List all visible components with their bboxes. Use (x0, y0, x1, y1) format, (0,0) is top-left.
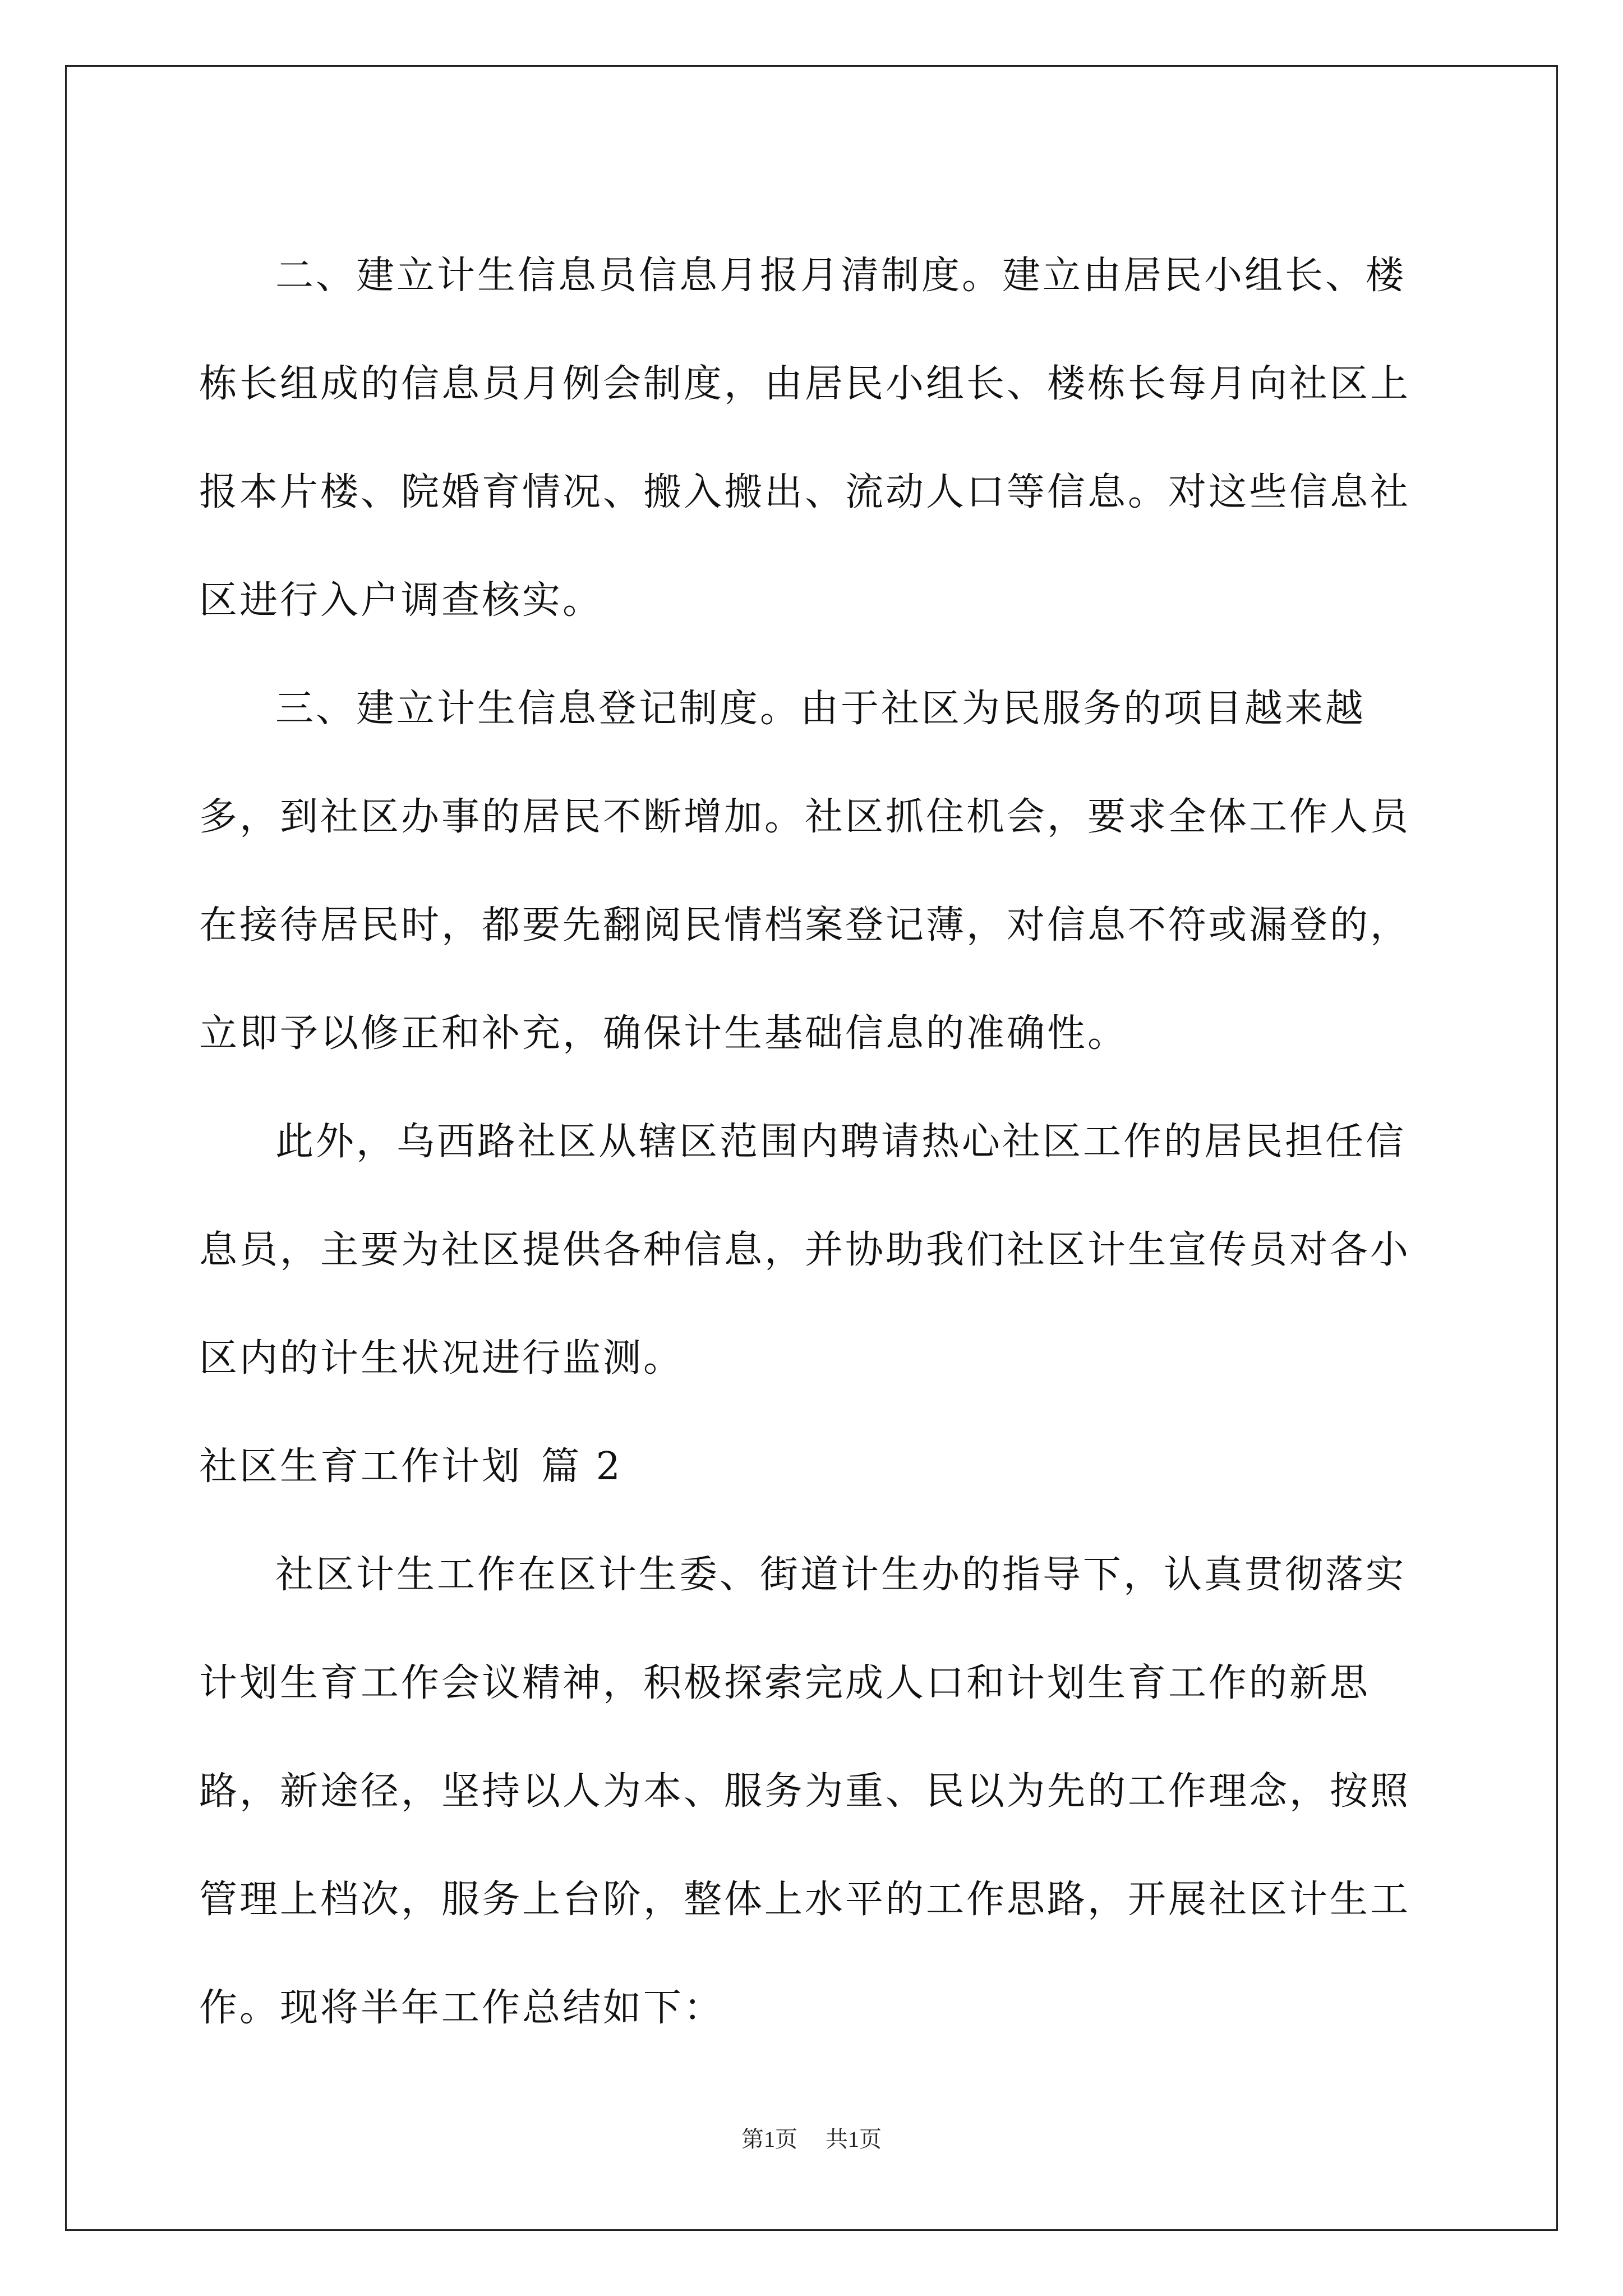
paragraph-info-volunteers: 此外，乌西路社区从辖区范围内聘请热心社区工作的居民担任信息员，主要为社区提供各种信息，并协助我们社区计生宣传员对各小区内的计生状况进行监测。 (199, 1120, 1411, 1381)
document-body (199, 222, 1438, 2062)
section-heading-title: 社区生育工作计划 (199, 1444, 523, 1489)
page-number-total: 共1页 (826, 2127, 882, 2152)
paragraph-info-monthly-report: 二、建立计生信息员信息月报月清制度。建立由居民小组长、楼栋长组成的信息员月例会制度，由居民小组长、楼栋长每月向社区上报本片楼、院婚育情况、搬入搬出、流动人口等信息。对这些信息社区进行入户调查核实。 (199, 254, 1411, 623)
section-heading-number: 篇 2 (541, 1444, 623, 1489)
section-heading (199, 1412, 1438, 1521)
paragraph-half-year-summary: 社区计生工作在区计生委、街道计生办的指导下，认真贯彻落实计划生育工作会议精神，积极探索完成人口和计划生育工作的新思路，新途径，坚持以人为本、服务为重、民以为先的工作理念，按照管理上档次，服务上台阶，整体上水平的工作思路，开展社区计生工作。现将半年工作总结如下： (199, 1553, 1411, 2030)
page-footer (0, 2122, 1623, 2154)
page-number-current: 第1页 (741, 2127, 797, 2152)
paragraph-info-registration: 三、建立计生信息登记制度。由于社区为民服务的项目越来越多，到社区办事的居民不断增加。社区抓住机会，要求全体工作人员在接待居民时，都要先翻阅民情档案登记薄，对信息不符或漏登的，立即予以修正和补充，确保计生基础信息的准确性。 (199, 687, 1411, 1056)
